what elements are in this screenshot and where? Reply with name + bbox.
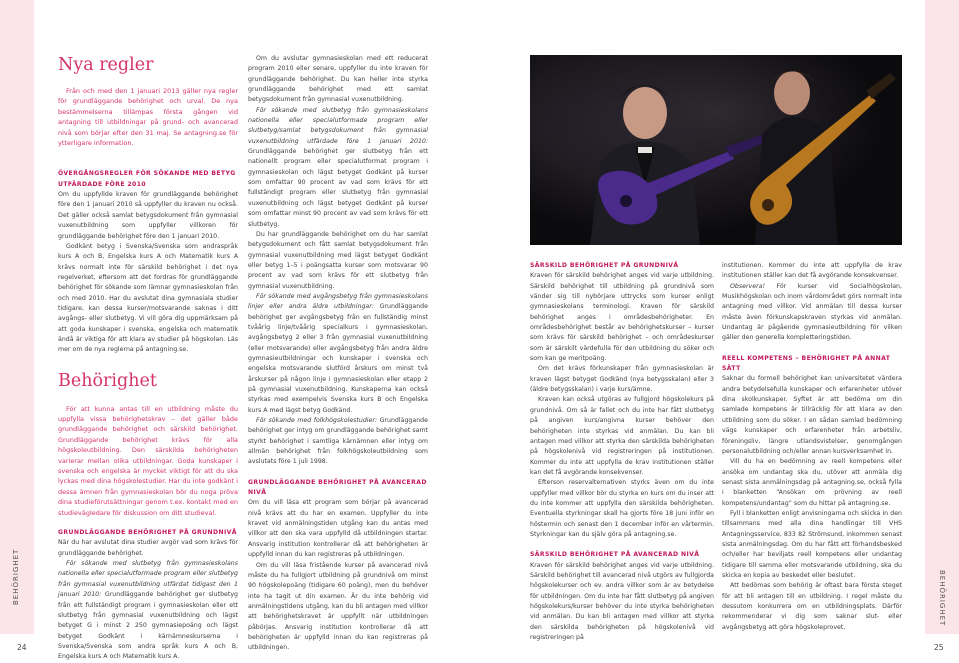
paragraph: Vill du ha en bedömning av reell kompetens eller ansöka om undantag ska du, utöver att anmäla dig senast sista anmälningsdag på antagning.se, också fylla i blanketten “Ansökan om prövning av reell kompetens/undantag” som du hittar på antagning.se. (722, 458, 902, 507)
paragraph (248, 292, 428, 416)
paragraph-rest: Grundläggande behörighet ger intyg om grundläggande behörighet samt styrkt behörighet i samtliga kärnämnen eller intyg om allmän behörighet från folkhögskoleutbildning som avslutats före 1 juli 1998. (248, 417, 428, 466)
middle-column (248, 54, 428, 654)
paragraph: Efterson reservalternativen styrks även om du inte uppfyller med villkor bör du styrka en kurs om du inser att du inte kommer att uppfylla den särskilda behörigheten. Eventuella styrkningar skall ha gjorts före 18 juni inför en höstermin och senast den 1 december inför en vårtermin. Styrkningar kan du själv göra på antagning.se. (530, 479, 714, 538)
right-column-2 (722, 261, 902, 633)
title-nya-regler: Nya regler (58, 55, 154, 75)
left-vertical-label: BEHÖRIGHET (12, 548, 20, 605)
paragraph (58, 559, 238, 662)
italic-lead: För sökande med avgångsbetyg från gymnasieskolans linjer eller andra äldre utbildningar: (248, 292, 428, 311)
paragraph: Godkänt betyg i Svenska/Svenska som andraspråk kurs A och B, Engelska kurs A och Matematik kurs A krävs normalt inte för särskild behörighet i det nya regelverket, eftersom att det fordras för grundläggande behörighet för sökande som lämnar gymnasieskolan från och med 2010. Har du avslutat dina gymnasiala studier tidigare, kan dessa kurser/motsvarande saknas i ditt avgångs- eller slutbetyg. Vi vill göra dig uppmärksam på att goda kunskaper i svenska, engelska och matematik ändå är viktiga för att klara av studier på högskolan. Läs mer om de nya reglerna på antagning.se. (58, 242, 238, 354)
paragraph: Om det krävs förkunskaper från gymnasieskolan är kraven lägst betyget Godkänd (nya betygsskalan) eller 3 (äldre betygsskalan) i varje kurs/ämne. (530, 365, 714, 394)
heading-grundlaggande-grundniva: GRUNDLÄGGANDE BEHÖRIGHET PÅ GRUNDNIVÅ (58, 529, 237, 537)
paragraph: Om du vill läsa ett program som börjar på avancerad nivå krävs att du har en examen. Uppfyller du inte kravet vid anmälningstiden utgång kan du antas med villkor att den ska vara uppfylld då utbildningen startar. Ansvarig institution kontrollerar då att behörigheten är uppfylld innan du kan registreras på utbildningen. (248, 499, 428, 559)
left-side-tab (0, 0, 34, 634)
paragraph: Fyll i blanketten enligt anvisningarna och skicka in den tillsammans med alla dina handlingar till VHS Antagningsservice, 833 82 Strömsund, inkommen senast sista anmälningsdag. Om du har fått ett förhandsbesked och/eller har beviljats reell kompetens eller undantag tidigare till samma eller motsvarande utbildning, ska du skicka en kopia av beskedet eller beslutet. (722, 509, 902, 579)
paragraph-rest: Grundläggande behörighet ger slutbetyg från ett fullständigt program i gymnasieskolan eller ett slutbetyg från gymnasial vuxenutbildning och lägst betyget G i minst 2 250 gymnasiepoäng och lägst betyget Godkänt i kärnämneskurserna i Svenska/Svenska som andra språk kurs A och B, Engelska kurs A och Matematik kurs A. (58, 591, 239, 661)
heading-grundlaggande-avancerad: GRUNDLÄGGANDE BEHÖRIGHET PÅ AVANCERAD NIVÅ (248, 478, 427, 497)
heading-sarskild-avancerad: SÄRSKILD BEHÖRIGHET PÅ AVANCERAD NIVÅ (530, 551, 700, 559)
concert-photo-illustration (530, 55, 902, 245)
heading-reell-kompetens: REELL KOMPETENS – BEHÖRIGHET PÅ ANNAT SÄTT (722, 354, 891, 373)
paragraph: Kraven för särskild behörighet anges vid varje utbildning. Särskild behörighet till avancerad nivå utgörs av fullgjorda högskolekurser och ev. andra villkor som är av betydelse för utbildningen. Om du inte har fått slutbetyg på angiven högskolekurs/kurser behöver du inte styrka behörigheten vid anmälan. Du kan bli antagen med villkor att styrka den särskilda behörigheten på högskolenivå vid registreringen på (530, 561, 714, 642)
paragraph: Om du uppfyllde kraven för grundläggande behörighet före den 1 januari 2010 så uppfyller du kraven nu också. Det gäller också samlat betygsdokument från gymnasial vuxenutbildning som uppfyller villkoren för grundläggande behörighet före den 1 januari 2010. (58, 191, 238, 240)
page-number-right: 25 (934, 643, 944, 652)
heading-sarskild-grundniva: SÄRSKILD BEHÖRIGHET PÅ GRUNDNIVÅ (530, 262, 679, 269)
paragraph: Kraven kan också utgöras av fullgjord högskolekurs på grundnivå. Om så är fallet och du inte har fått slutbetyg på angiven kurs/angivna kurser behöver den behörigheten inte styrkas vid anmälan. Du kan bli antagen med villkor att styrka den särskilda behörigheten på högskolenivå vid registreringen på institutionen. Kommer du inte att uppfylla de krav institutionen ställer kan det få avgörande konsekvenser. (530, 396, 714, 476)
paragraph: Att bedömas som behörig är oftast bara första steget för att bli antagen till en utbildning. I regel måste du dessutom konkurrera om en utbildningsplats. Därför rekommenderar vi dig som saknar slut- eller avgångsbetyg att göra högskoleprovet. (722, 582, 902, 631)
paragraph (722, 282, 902, 344)
paragraph: institutionen. Kommer du inte att uppfylla de krav institutionen ställer kan det få avgörande konsekvenser. (722, 262, 902, 280)
paragraph (248, 106, 428, 230)
title-behorighet: Behörighet (58, 370, 157, 391)
right-vertical-label: BEHÖRIGHET (938, 570, 946, 627)
left-column (58, 54, 238, 663)
paragraph (248, 416, 428, 468)
behorighet-intro: För att kunna antas till en utbildning måste du uppfylla vissa behörighetskrav – det gäller både grundläggande behörighet och särskild behörighet. Grundläggande behörighet krävs för alla högskoleutbildning. Den särskilda behörigheten varierar mellan olika utbildningar. Goda kunskaper i svenska och engelska är mycket viktigt för att du ska lyckas med dina högskolestudier. Har du inte godkänt i dessa ämnen från gymnasieskolan bör du noga pröva dina studieförutsättningar genom t.ex. kontakt med en studievägledare för diskussion om ditt studieval. (58, 404, 238, 517)
right-side-tab (925, 0, 959, 634)
paragraph: Om du vill läsa fristående kurser på avancerad nivå måste du ha fullgjort utbildning på grundnivå om minst 90 högskolepoäng (tidigare 60 poäng), men du behöver inte ha tagit ut din examen. Är du inte behörig vid anmälningstidens utgång, kan du bli antagen med villkor att behörighetskravet är uppfyllt när utbildningen påbörjas. Ansvarig institution kontrollerar då att behörigheten är uppfylld innan du kan registreras på utbildningen. (248, 561, 428, 652)
paragraph: När du har avslutat dina studier avgör vad som krävs för grundläggande behörighet. (58, 539, 238, 557)
paragraph-rest: Grundläggande behörighet ger slutbetyg från ett nationellt program eller specialutformat program i gymnasieskolan och lägst betyget Godkänt på kurser som omfattar 90 procent av vad som krävs för ett fullständigt program eller slutbetyg från gymnasial vuxenutbildning och lägst betyget Godkänt på kurser som omfattar minst 90 procent av vad som krävs för ett slutbetyg. (248, 148, 428, 228)
heading-overgangsregler: ÖVERGÅNGSREGLER FÖR SÖKANDE MED BETYG UTFÄRDADE FÖRE 2010 (58, 170, 236, 188)
intro-text: Från och med den 1 januari 2013 gäller nya regler för grundläggande behörighet och urval. De nya bestämmelserna tillämpas första gången vid antagning till utbildningar på grund- och avancerad nivå som börjar efter den 31 maj. Se antagning.se för ytterligare information. (58, 87, 238, 148)
right-column-1 (530, 261, 714, 643)
italic-lead: Observera! (730, 282, 766, 290)
paragraph-rest: För kurser vid Socialhögskolan, Musikhögskolan och inom vårdområdet görs normalt inte antagning med villkor. Vid anmälan till dessa kurser måste även förkunskapskraven styrkas vid anmälan. Undantag är pågående gymnasieutbildning för vilken gäller den generella kompletteringstiden. (722, 282, 902, 342)
paragraph: Du har grundläggande behörighet om du har samlat betygsdokument och fått samlat betygsdokument från gymnasial vuxenutbildning med lägst betyget Godkänt eller betyg 1–5 i poängsatta kurser som motsvarar 90 procent av vad som krävs för ett slutbetyg från gymnasial vuxenutbildning. (248, 230, 428, 290)
italic-lead: För sökande med slutbetyg från gymnasieskolans nationella eller specialutformade program eller slutbetyg från gymnasial vuxenutbildning utfärdat tidigast den 1 januari 2010: (58, 560, 238, 599)
paragraph-rest: Grundläggande behörighet ger avgångsbetyg från en fullständig minst tvåårig linje/tvåårig specialkurs i gymnasieskolan, avgångsbetyg 2 eller 3 från gymnasial vuxenutbildning (eller motsvarande) eller avgångsbetyg från andra äldre gymnasieutbildningar och kunskaper i svenska och engelska motsvarande slutförd årskurs om minst två årskurser på någon linje i gymnasieskolan eller etapp 2 på gymnasial vuxenutbildning. Kunskaperna kan också styrkas med exempelvis Svenska kurs B och Engelska kurs A med lägst betyg Godkänd. (248, 303, 428, 414)
italic-lead: För sökande med slutbetyg från gymnasieskolans nationella eller specialutformade program eller slutbetyg/samlat betygsdokument från gymnasial vuxenutbildning utfärdade före 1 januari 2010: (248, 106, 428, 145)
concert-photo (530, 55, 902, 245)
paragraph: Om du avslutar gymnasieskolan med ett reducerat program 2010 eller senare, uppfyller du inte kraven för grundläggande behörighet. Du kan heller inte styrka grundläggande behörighet med ett samlat betygsdokument från gymnasial vuxenutbildning. (248, 55, 428, 104)
paragraph: Kraven för särskild behörighet anges vid varje utbildning. Särskild behörighet till utbildning på grundnivå som vänder sig till nybörjare uttrycks som kurser enligt gymnasieskolans terminologi. Kraven för särskild behörighet anges i områdesbehörigheter. En områdesbehörighet består av behörighetskurser – kurser som krävs för särskild behörighet – och områdeskurser som är särskilt värdefulla för den utbildning du söker och som kan ge meritpoäng. (530, 272, 714, 363)
paragraph: Saknar du formell behörighet kan universitetet värdera andra betydelsefulla kunskaper och erfarenheter utöver dina skolkunskaper. Syftet är att bedöma om din samlade kompetens är tillräcklig för att klara av den utbildning som du söker. I en sådan samlad bedömning vägs kunskaper och erfarenheter från arbetsliv, föreningsliv, längre utlandsvistelser, genomgången personalutbildning och/eller annan kursverksamhet in. (722, 375, 902, 455)
page-number-left: 24 (17, 643, 27, 652)
italic-lead: För sökande med folkhögskolestudier: (256, 417, 378, 425)
